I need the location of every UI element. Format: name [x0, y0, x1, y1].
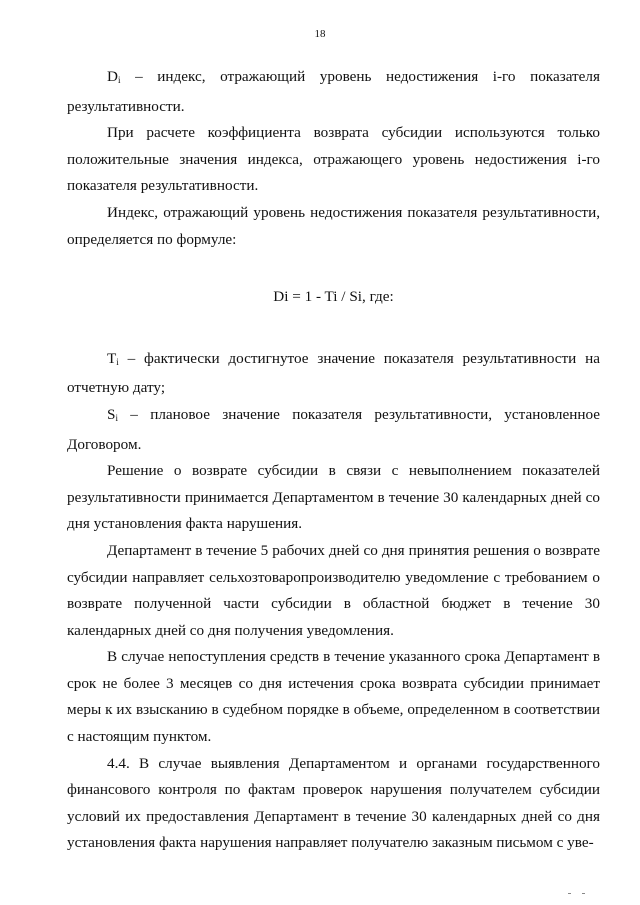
paragraph-coefficient-note: При расчете коэффициента возврата субсидии используются только положительные значения индекса, отражающего уровень недостижения i-го показателя результативности. [67, 124, 600, 195]
variable-subscript: i [115, 412, 118, 423]
scan-mark [582, 893, 585, 894]
paragraph-notification: Департамент в течение 5 рабочих дней со дня принятия решения о возврате субсидии направляет сельхозтоваропроизводителю уведомление с требованием о возврате полученной части субсидии в областной бюджет в течение 30 календарных дней со дня получения уведомления. [67, 541, 600, 639]
page-number: 18 [314, 28, 326, 40]
paragraph-ti-definition [67, 346, 600, 402]
definition-text: – плановое значение показателя результативности, установленное Договором. [67, 405, 600, 453]
formula: Di = 1 - Ti / Si, где: [273, 288, 394, 306]
definition-text: – фактически достигнутое значение показателя результативности на отчетную дату; [67, 349, 600, 397]
paragraph-si-definition [67, 402, 600, 458]
variable-di [107, 68, 120, 85]
variable-subscript: i [117, 75, 121, 85]
paragraph-4-4: 4.4. В случае выявления Департаментом и органами государственного финансового контроля по фактам проверок нарушения получателем субсидии условий их предоставления Департамент в течение 30 календарных дней со дня установления факта нарушения направляет получателю заказным письмом с уве- [67, 754, 600, 852]
scan-mark [568, 893, 571, 894]
variable-ti [107, 350, 119, 367]
paragraph-return-decision: Решение о возврате субсидии в связи с невыполнением показателей результативности принимается Департаментом в течение 30 календарных дней со дня установления факта нарушения. [67, 462, 600, 533]
document-body [67, 64, 600, 857]
paragraph-di-definition [67, 64, 600, 120]
paragraph-recovery: В случае непоступления средств в течение указанного срока Департамент в срок не более 3 месяцев со дня истечения срока возврата субсидии принимает меры к их взысканию в судебном порядке в объеме, определенном в соответствии с настоящим пунктом. [67, 648, 600, 746]
paragraph-formula-intro: Индекс, отражающий уровень недостижения показателя результативности, определяется по формуле: [67, 203, 600, 248]
definition-text: – индекс, отражающий уровень недостижения i-го показателя результативности. [67, 68, 600, 115]
variable-subscript: i [116, 356, 119, 367]
variable-letter: T [107, 349, 117, 367]
variable-letter: S [107, 405, 116, 423]
variable-si [107, 406, 118, 423]
variable-letter: D [107, 68, 118, 85]
